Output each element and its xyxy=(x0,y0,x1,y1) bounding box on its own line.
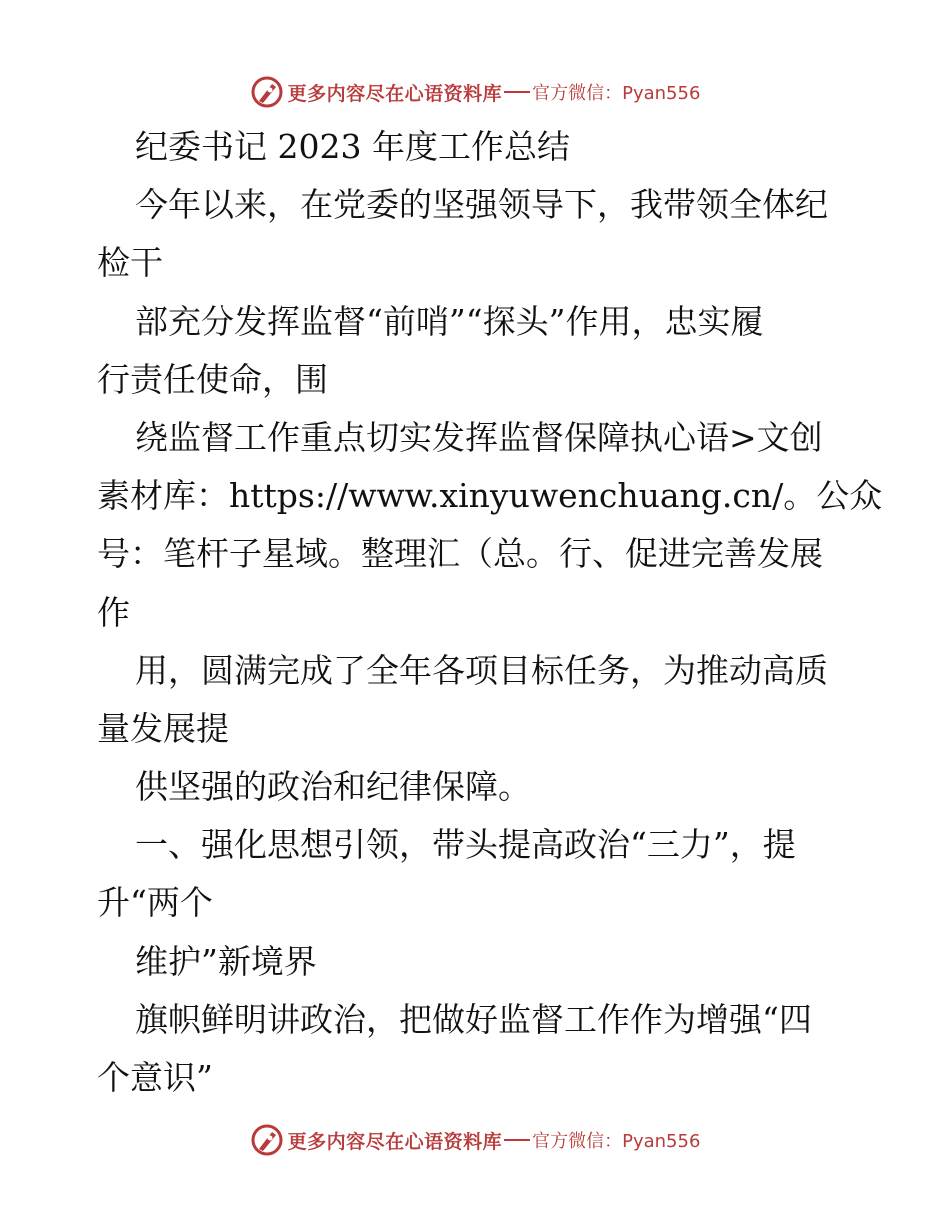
document-title: 纪委书记 2023 年度工作总结 xyxy=(135,127,570,166)
paragraph-line: 旗帜鲜明讲政治，把做好监督工作作为增强“四 xyxy=(135,999,812,1039)
banner-title: 更多内容尽在心语资料库 xyxy=(287,82,503,105)
paragraph-line: 作 xyxy=(97,592,130,632)
paragraph-line: 素材库：https://www.xinyuwenchuang.cn/。公众 xyxy=(97,476,883,516)
paragraph-line: 用，圆满完成了全年各项目标任务，为推动高质 xyxy=(135,650,828,690)
footer-banner xyxy=(0,1120,950,1160)
banner-wechat: 官方微信：Pyan556 xyxy=(532,1131,701,1152)
banner-divider xyxy=(504,1139,530,1141)
paragraph-line: 部充分发挥监督“前哨”“探头”作用，忠实履 xyxy=(135,301,764,341)
paragraph-line: 检干 xyxy=(97,243,163,283)
paragraph-line: 供坚强的政治和纪律保障。 xyxy=(135,767,531,807)
pen-logo-icon xyxy=(250,1123,284,1157)
section-heading-cont: 维护”新境界 xyxy=(135,941,317,981)
banner-wechat: 官方微信：Pyan556 xyxy=(532,83,701,104)
section-heading-cont: 升“两个 xyxy=(97,883,213,923)
paragraph-line: 行责任使命，围 xyxy=(97,359,328,399)
banner-title: 更多内容尽在心语资料库 xyxy=(287,1130,503,1153)
pen-logo-icon xyxy=(250,75,284,109)
paragraph-line: 号：笔杆子星域。整理汇（总。行、促进完善发展 xyxy=(97,534,823,574)
paragraph-line: 量发展提 xyxy=(97,708,229,748)
paragraph-line: 绕监督工作重点切实发挥监督保障执心语>文创 xyxy=(135,417,823,457)
banner-divider xyxy=(504,91,530,93)
paragraph-line: 个意识” xyxy=(97,1058,213,1097)
document-body xyxy=(97,118,883,1107)
paragraph-line: 今年以来，在党委的坚强领导下，我带领全体纪 xyxy=(135,185,828,225)
header-banner xyxy=(0,72,950,112)
section-heading: 一、强化思想引领，带头提高政治“三力”，提 xyxy=(135,825,796,865)
